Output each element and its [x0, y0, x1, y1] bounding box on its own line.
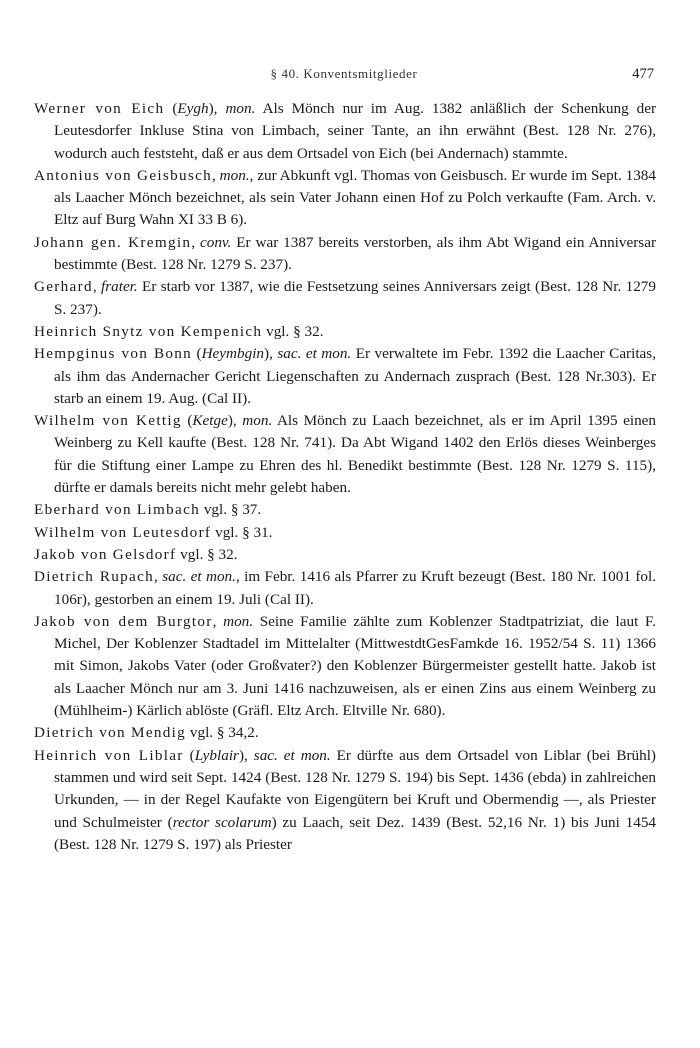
entry-text: ( [164, 100, 178, 117]
entry-italic-text: mon. [223, 612, 254, 630]
entry-text: Als Mönch zu Laach bezeichnet, als er im April 1395 einen Weinberg zu Kell kaufte (Best. 128 Nr. 741). Da Abt Wigand 1402 den Erlös dieses Weinberges für die Stiftung einer Lampe zu Ehren des hl. Benedikt bestimmte (Best. 128 Nr. 1279 S. 115), dürfte er damals bereits nicht mehr gelebt haben. [54, 412, 656, 497]
entry-italic-text: frater. [101, 278, 138, 296]
entry-name: Jakob von Gelsdorf [34, 545, 177, 563]
entry-italic-text: mon. [242, 412, 273, 430]
entry-text: vgl. § 31. [211, 523, 273, 541]
entry-text: ( [183, 746, 195, 764]
entry-name: Johann gen. Kremgin [34, 233, 192, 251]
entry-text: , [92, 278, 101, 296]
entry-italic-text: Heymbgin [201, 345, 265, 363]
entry-name: Eberhard von Limbach [34, 501, 201, 519]
entry-text: , [212, 612, 224, 630]
register-entry [34, 544, 656, 566]
entry-text: ( [192, 345, 202, 363]
entry-name: Jakob von dem Burgtor [34, 612, 213, 630]
entry-text: ), [208, 100, 226, 117]
register-entry [34, 276, 656, 321]
page-header [34, 66, 654, 86]
entry-name: Heinrich von Liblar [34, 746, 184, 764]
register-entry [34, 522, 656, 544]
register-entry [34, 98, 656, 165]
entry-name: Wilhelm von Kettig [34, 412, 182, 430]
register-entry [34, 165, 656, 232]
register-entry [34, 410, 656, 499]
register-entry [34, 566, 656, 611]
entry-text: vgl. § 37. [200, 501, 262, 519]
entry-text: ), [238, 746, 254, 764]
entry-text: ), [264, 345, 278, 363]
entry-text: , [154, 568, 163, 586]
register-entry [34, 611, 656, 722]
entry-name: Wilhelm von Leutesdorf [34, 523, 212, 541]
entry-italic-text: conv. [199, 233, 232, 251]
entry-text: Seine Familie zählte zum Koblenzer Stadtpatriziat, die laut F. Michel, Der Koblenzer Stadtadel im Mittelalter (MittwestdtGesFamkde 16. 1952/54 S. 11) 1366 mit Simon, Jakobs Vater (oder Großvater?) den Koblenzer Bürgermeister gestellt hatte. Jakob ist als Laacher Mönch nur am 3. Juni 1416 nachzuweisen, als er einen Zins aus einem Weinberg zu (Mühlheim-) Kärlich ablöste (Gräfl. Eltz Arch. Eltville Nr. 680). [54, 612, 656, 720]
register-entry [34, 343, 656, 410]
entry-list [34, 98, 656, 856]
register-entry [34, 745, 656, 856]
entry-name: Werner von Eich [34, 100, 165, 117]
entry-name: Gerhard [34, 278, 93, 296]
entry-text: ) zu Laach, seit Dez. 1439 (Best. 52,16 Nr. 1) bis Juni 1454 (Best. 128 Nr. 1279 S. 197) als Priester [54, 813, 657, 853]
entry-italic-text: mon. [225, 100, 256, 117]
entry-text: ( [181, 412, 193, 430]
entry-text: , [191, 233, 200, 251]
entry-name: Heinrich Snytz von Kempenich [34, 322, 263, 340]
entry-italic-text: mon. [219, 166, 250, 184]
entry-italic-text: Lyblair [194, 746, 239, 764]
running-head: § 40. Konventsmitglieder [270, 66, 418, 81]
entry-text: Als Mönch nur im Aug. 1382 anläßlich der Schenkung der Leutesdorfer Inkluse Stina von Limbach, seiner Tante, an ihn erwähnt (Best. 128 Nr. 276), wodurch auch feststeht, daß er aus dem Ortsadel von Eich (bei Andernach) stammte. [54, 100, 657, 162]
register-entry [34, 321, 656, 343]
entry-text: vgl. § 32. [262, 322, 324, 340]
register-entry [34, 232, 656, 277]
entry-text: Er dürfte aus dem Ortsadel von Liblar (bei Brühl) stammen und wird seit Sept. 1424 (Best. 128 Nr. 1279 S. 194) bis Sept. 1436 (ebda) in zahlreichen Urkunden, — in der Regel Kaufakte von Eigengütern bei Kruft und Obermendig —, als Priester und Schulmeister ( [54, 746, 656, 831]
entry-italic-text: sac. et mon. [277, 345, 352, 363]
entry-italic-text: sac. et mon. [253, 746, 331, 764]
entry-name: Dietrich Rupach [34, 568, 155, 586]
entry-text: Er war 1387 bereits verstorben, als ihm Abt Wigand ein Anniversar bestimmte (Best. 128 Nr. 1279 S. 237). [54, 233, 657, 274]
entry-text: , [212, 166, 220, 184]
entry-text: Er starb vor 1387, wie die Festsetzung seines Anniversars zeigt (Best. 128 Nr. 1279 S. 237). [54, 278, 656, 318]
entry-text: ), [227, 412, 243, 430]
entry-italic-text: Ketge [192, 412, 228, 430]
entry-name: Antonius von Geisbusch [34, 166, 213, 184]
entry-text: vgl. § 34,2. [186, 724, 259, 742]
entry-italic-text: rector scolarum [172, 813, 272, 831]
entry-italic-text: sac. et mon. [162, 568, 236, 586]
entry-name: Hempginus von Bonn [34, 345, 193, 363]
entry-text: Er verwaltete im Febr. 1392 die Laacher Caritas, als ihm das Andernacher Gericht Liegenschaften zu Andernach zusprach (Best. 128 Nr.303). Er starb an einem 19. Aug. (Cal II). [54, 345, 657, 407]
entry-name: Dietrich von Mendig [34, 724, 187, 742]
entry-italic-text: Eygh [177, 100, 209, 117]
entry-text: , im Febr. 1416 als Pfarrer zu Kruft bezeugt (Best. 180 Nr. 1001 fol. 106r), gestorben an einem 19. Juli (Cal II). [54, 568, 656, 608]
page-number: 477 [632, 66, 654, 82]
entry-text: vgl. § 32. [176, 545, 238, 563]
register-entry [34, 499, 656, 521]
register-entry [34, 722, 656, 744]
entry-text: , zur Abkunft vgl. Thomas von Geisbusch. Er wurde im Sept. 1384 als Laacher Mönch bezeichnet, als sein Vater Johann einen Hof zu Polch verkaufte (Fam. Arch. v. Eltz auf Burg Wahn XI 33 B 6). [54, 166, 656, 229]
